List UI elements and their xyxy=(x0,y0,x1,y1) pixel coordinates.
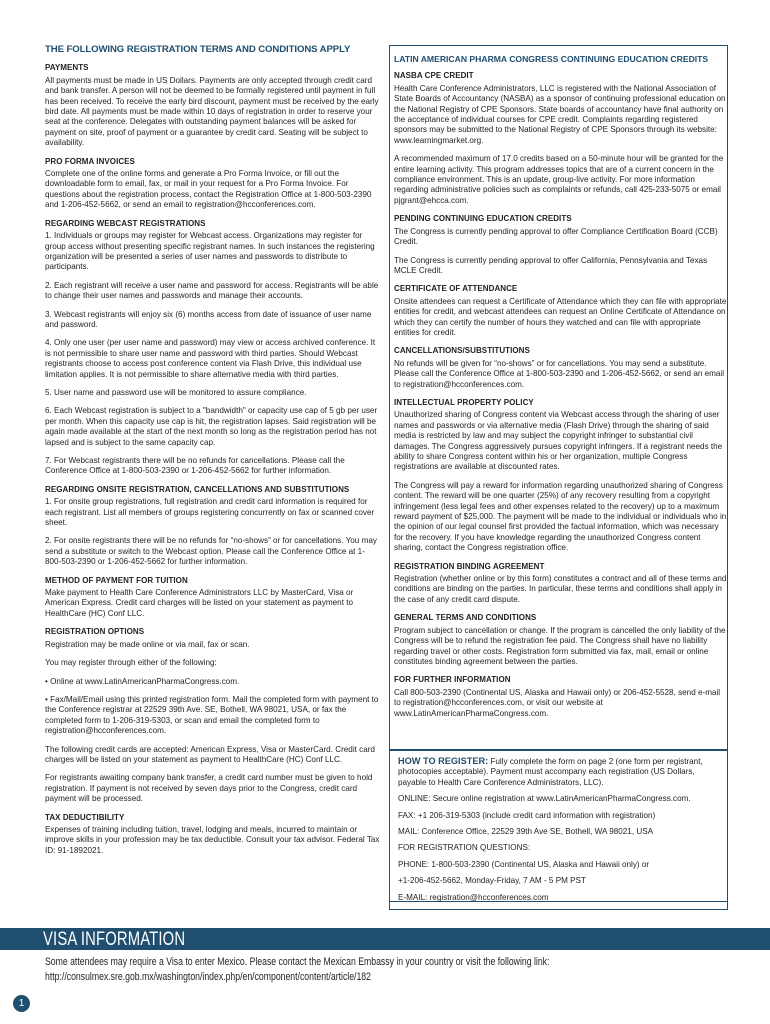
visa-line-1: Some attendees may require a Visa to enter Mexico. Please contact the Mexican Embassy in your country or visit the following link: xyxy=(45,956,550,968)
section-paragraph: 1. For onsite group registrations, full registration and credit card information is required for each registrant. List all members of groups registering concurrently on fax or scanned cover sheet. xyxy=(45,497,375,528)
page-number-badge: 1 xyxy=(13,995,30,1012)
section-heading: CANCELLATIONS/SUBSTITUTIONS xyxy=(394,346,530,356)
how-to-register-line: E-MAIL: registration@hcconferences.com xyxy=(398,892,549,902)
section-paragraph: The following credit cards are accepted: American Express, Visa or MasterCard. Credit card charges will be listed on your statement as payment to HealthCare (HC) Conf LLC. xyxy=(45,744,375,764)
section-heading: REGISTRATION BINDING AGREEMENT xyxy=(394,561,545,571)
how-to-register-line: MAIL: Conference Office, 22529 39th Ave SE, Bothell, WA 98021, USA xyxy=(398,827,654,837)
section-paragraph: 7. For Webcast registrants there will be no refunds for cancellations. Please call the Conference Office at 1-800-503-2390 or 1-206-452-5662 for further information. xyxy=(45,456,345,476)
section-heading: FOR FURTHER INFORMATION xyxy=(394,675,511,685)
right-sections xyxy=(394,71,727,719)
section-paragraph: • Fax/Mail/Email using this printed registration form. Mail the completed form with payment to the Conference registrar at 22529 39th Ave. SE, Bothell, WA 98021, USA, or fax the completed form to 1-206-319-5303, or scan and email the completed form to registration@hcconferences.com. xyxy=(45,694,379,736)
left-sections xyxy=(45,63,380,856)
section-paragraph: The Congress will pay a reward for information regarding unauthorized sharing of Congress content. The reward will be one quarter (25%) of any recovery resulting from a copyright infringement (less legal fees and other expenses related to the recovery) up to a maximum reward payment of $25,000. The payment will be made to the individual or individuals who in the opinion of our legal counsel first provided the factual information, which was necessary for the recovery. If you have knowledge regarding the unauthorized Congress content sharing, contact the Congress registration office. xyxy=(394,480,727,553)
section-paragraph: • Online at www.LatinAmericanPharmaCongress.com. xyxy=(45,676,240,686)
section xyxy=(45,576,380,620)
section xyxy=(394,346,727,390)
section-paragraph: Call 800-503-2390 (Continental US, Alaska and Hawaii only) or 206-452-5528, send e-mail to registration@hcconferences.com, or visit our website at www.LatinAmericanPharmaCongress.com. xyxy=(394,687,721,718)
visa-link[interactable]: http://consulmex.sre.gob.mx/washington/index.php/en/component/content/article/182 xyxy=(45,971,371,983)
section-heading: GENERAL TERMS AND CONDITIONS xyxy=(394,613,537,623)
section-heading: PAYMENTS xyxy=(45,63,89,73)
left-column xyxy=(45,45,380,864)
section-paragraph: No refunds will be given for “no-shows” or for cancellations. You may send a substitute. Please call the Conference Office at 1-800-503-2390 and 1-206-452-5662, or send an email to registration@hcconferences.com. xyxy=(394,358,725,389)
how-to-register-box xyxy=(389,749,728,910)
section-paragraph: You may register through either of the following: xyxy=(45,658,217,668)
section xyxy=(394,214,727,276)
section-heading: REGARDING WEBCAST REGISTRATIONS xyxy=(45,218,206,228)
section-heading: NASBA CPE CREDIT xyxy=(394,71,474,81)
section xyxy=(45,627,380,804)
section xyxy=(45,219,380,477)
section-paragraph: Registration (whether online or by this form) constitutes a contract and all of these terms and conditions are binding on the parties. In particular, these terms and conditions shall apply in the case of any credit card dispute. xyxy=(394,574,727,604)
how-to-register-line: FAX: +1 206-319-5303 (include credit card information with registration) xyxy=(398,810,656,820)
section-paragraph: 2. Each registrant will receive a user name and password for access. Registrants will be able to change their user names and passwords and manage their accounts. xyxy=(45,280,379,301)
section-heading: METHOD OF PAYMENT FOR TUITION xyxy=(45,575,188,585)
section xyxy=(394,284,727,338)
section-paragraph: Make payment to Health Care Conference Administrators LLC by MasterCard, Visa or American Express. Credit card charges will be listed on your statement as payment to HealthCare (HC) Conf LLC. xyxy=(45,588,354,618)
terms-heading: THE FOLLOWING REGISTRATION TERMS AND CONDITIONS APPLY xyxy=(45,44,351,55)
section-paragraph: All payments must be made in US Dollars. Payments are only accepted through credit card and bank transfer. A person will not be deemed to be formally registered until payment in full has been received. To receive the early bird discount, payment must be received by the early bird date. All payments must be made within 10 days of registration in order to reserve your seat at the conference. Delegates with outstanding payment balances will be asked for payment on site, proof of payment or a guarantee by credit card. Seating will be subject to availability. xyxy=(45,75,379,148)
section-paragraph: Unauthorized sharing of Congress content via Webcast access through the sharing of user names and passwords or via alternative media (Flash Drive) through the sharing of said media is restricted by law and may subject the copyright infringer to substantial civil damages. The Congress aggressively pursues copyright infringers. If a registrant needs the ability to share Congress content within his or her organization, multiple Congress registrations are available at discounted rates. xyxy=(394,410,723,472)
visa-text xyxy=(45,955,619,985)
section xyxy=(45,485,380,568)
section-paragraph: For registrants awaiting company bank transfer, a credit card number must be given to hold registration. If payment is not received by seven days prior to the Congress, credit card payment will be processed. xyxy=(45,773,373,804)
section xyxy=(45,157,380,211)
section-paragraph: 5. User name and password use will be monitored to assure compliance. xyxy=(45,387,307,397)
section-paragraph: Expenses of training including tuition, travel, lodging and meals, incurred to maintain or improve skills in your profession may be tax deductible. Consult your tax advisor. Federal Tax ID: 91-1892021. xyxy=(45,824,380,855)
section-paragraph: Program subject to cancellation or change. If the program is cancelled the only liability of the Congress will be to refund the registration fee paid. The Congress shall have no liability regarding travel or other costs. Registration form submitted via fax, mail, email or online constitutes binding agreement between the parties. xyxy=(394,625,726,666)
section-heading: PENDING CONTINUING EDUCATION CREDITS xyxy=(394,214,572,224)
section-paragraph: Registration may be made online or via mail, fax or scan. xyxy=(45,639,250,649)
section-paragraph: 3. Webcast registrants will enjoy six (6) months access from date of issuance of user name and password. xyxy=(45,309,372,329)
section xyxy=(394,675,727,719)
section-heading: REGARDING ONSITE REGISTRATION, CANCELLATIONS AND SUBSTITUTIONS xyxy=(45,484,350,494)
how-to-register-line: ONLINE: Secure online registration at www.LatinAmericanPharmaCongress.com. xyxy=(398,794,691,804)
section-paragraph: 2. For onsite registrants there will be no refunds for “no-shows” or for cancellations. You may send a substitute or switch to the Webcast option. Please call the Conference Office at 1-800-503-2390 or 1-206-452-5662 for further information. xyxy=(45,536,377,567)
section-paragraph: The Congress is currently pending approval to offer Compliance Certification Board (CCB) Credit. xyxy=(394,226,718,247)
section xyxy=(394,398,727,554)
section-paragraph: Health Care Conference Administrators, LLC is registered with the National Association of State Boards of Accountancy (NASBA) as a sponsor of continuing professional education on the National Registry of CPE Sponsors. State boards of accountancy have final authority on the acceptance of individual courses for CPE credit. Complaints regarding registered sponsors may be submitted to the National Registry of CPE Sponsors through its website: www.learningmarket.org. xyxy=(394,83,726,145)
section-paragraph: Onsite attendees can request a Certificate of Attendance which they can file with appropriate entities for credit, and webcast attendees can request an Online Certificate of Attendance on which they can certify the number of hours they watched and can file with appropriate entities for credit. xyxy=(394,296,727,337)
section-paragraph: 4. Only one user (per user name and password) may view or access archived conference. It is not permissible to share user name and password with third parties. Should Webcast registrants choose to access post conference content via Flash Drive, this individual use limitation applies. It is not permissible to share alternative media with third parties. xyxy=(45,338,376,379)
section-paragraph: Complete one of the online forms and generate a Pro Forma Invoice, or fill out the downloadable form to email, fax, or mail in your request for a Pro Forma Invoice. For questions about the registration process, contact the Registration Office at 1-800-503-2390 and 1-206-452-5662, or send an email to registration@hcconferences.com. xyxy=(45,169,372,210)
how-to-register-lead: HOW TO REGISTER: xyxy=(398,756,489,766)
how-to-register-line: +1-206-452-5662, Monday-Friday, 7 AM - 5 PM PST xyxy=(398,876,586,886)
section-paragraph: The Congress is currently pending approval to offer California, Pennsylvania and Texas MCLE Credit. xyxy=(394,255,708,275)
section-heading: INTELLECTUAL PROPERTY POLICY xyxy=(394,397,534,407)
section-paragraph: A recommended maximum of 17.0 credits based on a 50-minute hour will be granted for the entire learning activity. This program addresses topics that are of a current concern in the compliance environment. This is an update, group-live activity. For more information regarding administrative policies such as complaints or refunds, call 425-233-5075 or email pjgrant@ehcca.com. xyxy=(394,154,724,205)
section xyxy=(394,562,727,606)
section-heading: TAX DEDUCTIBILITY xyxy=(45,812,125,822)
section xyxy=(394,71,727,206)
visa-title: VISA INFORMATION xyxy=(43,929,186,950)
section-heading: CERTIFICATE OF ATTENDANCE xyxy=(394,284,518,294)
section xyxy=(45,813,380,857)
how-to-register-lines xyxy=(398,794,719,903)
section xyxy=(394,613,727,667)
how-to-register-text: Fully complete the form on page 2 (one form per registrant, photocopies acceptable). Payment must accompany each registration (US Dollars, payable to Health Care Conference Administrators, LLC). xyxy=(398,757,703,787)
section-heading: PRO FORMA INVOICES xyxy=(45,156,135,166)
section xyxy=(45,63,380,148)
how-to-register-intro xyxy=(398,756,719,788)
section-heading: REGISTRATION OPTIONS xyxy=(45,627,145,637)
section-paragraph: 1. Individuals or groups may register for Webcast access. Organizations may register for group access without presenting specific registrant names. In such instances the registering organization will be presented a series of user names and passwords to distribute to participants. xyxy=(45,231,375,272)
ce-credits-heading: LATIN AMERICAN PHARMA CONGRESS CONTINUING EDUCATION CREDITS xyxy=(394,54,709,64)
how-to-register-line: PHONE: 1-800-503-2390 (Continental US, Alaska and Hawaii only) or xyxy=(398,859,650,869)
how-to-register-line: FOR REGISTRATION QUESTIONS: xyxy=(398,843,531,853)
section-paragraph: 6. Each Webcast registration is subject to a "bandwidth" or capacity use cap of 5 gb per user per month. When this capacity use cap is hit, the registration lapses. Said registration will be again made available at the start of the next month so long as the registration period has not lapsed and is subject to the same capacity cap. xyxy=(45,406,378,447)
